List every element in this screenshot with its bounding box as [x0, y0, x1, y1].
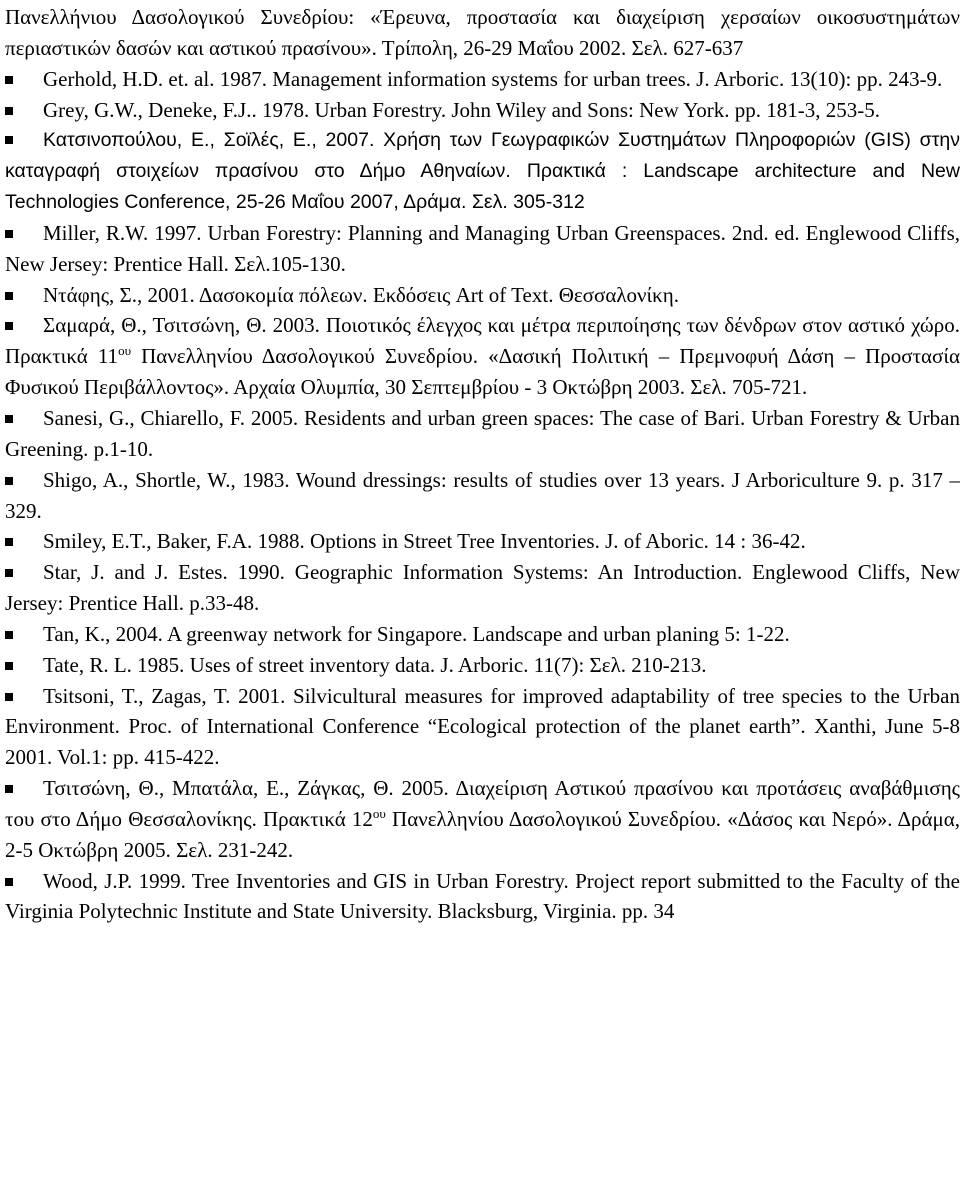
bullet-icon	[5, 415, 13, 423]
reference-item	[5, 403, 960, 465]
reference-item	[5, 310, 960, 403]
reference-item	[5, 280, 960, 311]
reference-text: Shigo, A., Shortle, W., 1983. Wound dressings: results of studies over 13 years. J Arboriculture 9. p. 317 – 329.	[5, 467, 960, 523]
bullet-icon	[5, 76, 13, 84]
bullet-icon	[5, 569, 13, 577]
reference-text-continued: Πανελληνίου Δασολογικού Συνεδρίου. «Δασική Πολιτική – Πρεμνοφυή Δάση – Προστασία Φυσικού Περιβάλλοντος». Αρχαία Ολυμπία, 30 Σεπτεμβρίου - 3 Οκτώβρη 2003. Σελ. 705-721.	[5, 344, 960, 400]
reference-item	[5, 64, 960, 95]
reference-item	[5, 773, 960, 866]
reference-item	[5, 125, 960, 218]
reference-item	[5, 650, 960, 681]
bullet-icon	[5, 785, 13, 793]
reference-text: Wood, J.P. 1999. Tree Inventories and GIS in Urban Forestry. Project report submitted to the Faculty of the Virginia Polytechnic Institute and State University. Blacksburg, Virginia. pp. 34	[5, 868, 960, 924]
reference-text: Sanesi, G., Chiarello, F. 2005. Residents and urban green spaces: The case of Bari. Urban Forestry & Urban Greening. p.1-10.	[5, 405, 960, 461]
reference-text: Tate, R. L. 1985. Uses of street inventory data. J. Arboric. 11(7): Σελ. 210-213.	[43, 652, 707, 677]
reference-text: Σαμαρά, Θ., Τσιτσώνη, Θ. 2003. Ποιοτικός έλεγχος και μέτρα περιποίησης των δένδρων στον αστικό χώρο. Πρακτικά 11	[5, 313, 960, 369]
reference-item	[5, 866, 960, 928]
reference-item	[5, 526, 960, 557]
bullet-icon	[5, 878, 13, 886]
reference-item	[5, 619, 960, 650]
reference-text: Ντάφης, Σ., 2001. Δασοκομία πόλεων. Εκδόσεις Art of Text. Θεσσαλονίκη.	[43, 282, 679, 307]
bullet-icon	[5, 107, 13, 115]
bullet-icon	[5, 631, 13, 639]
bullet-icon	[5, 136, 13, 144]
bullet-icon	[5, 662, 13, 670]
bullet-icon	[5, 292, 13, 300]
reference-text: Miller, R.W. 1997. Urban Forestry: Planning and Managing Urban Greenspaces. 2nd. ed. Englewood Cliffs, New Jersey: Prentice Hall. Σελ.105-130.	[5, 220, 960, 276]
bullet-icon	[5, 322, 13, 330]
reference-text: Gerhold, H.D. et. al. 1987. Management information systems for urban trees. J. Arboric. 13(10): pp. 243-9.	[43, 66, 943, 91]
reference-text: Smiley, E.T., Baker, F.A. 1988. Options in Street Tree Inventories. J. of Aboric. 14 : 36-42.	[43, 529, 806, 554]
ordinal-superscript: ου	[372, 805, 386, 821]
reference-text-continued: Πανελληνίου Δασολογικού Συνεδρίου. «Δάσος και Νερό». Δράμα, 2-5 Οκτώβρη 2005. Σελ. 231-242.	[5, 806, 960, 862]
reference-item	[5, 95, 960, 126]
continued-reference-text: Πανελλήνιου Δασολογικού Συνεδρίου: «Έρευνα, προστασία και διαχείριση χερσαίων οικοσυστημάτων περιαστικών δασών και αστικού πρασίνου». Τρίπολη, 26-29 Μαΐου 2002. Σελ. 627-637	[5, 5, 960, 60]
reference-item	[5, 465, 960, 527]
reference-text: Tan, K., 2004. A greenway network for Singapore. Landscape and urban planing 5: 1-22.	[43, 621, 790, 646]
reference-text: Grey, G.W., Deneke, F.J.. 1978. Urban Forestry. John Wiley and Sons: New York. pp. 181-3, 253-5.	[43, 97, 881, 122]
reference-text: Κατσινοπούλου, Ε., Σοϊλές, Ε., 2007. Χρήση των Γεωγραφικών Συστημάτων Πληροφοριών (GIS) στην καταγραφή στοιχείων πρασίνου στο Δήμο Αθηναίων. Πρακτικά : Landscape architecture and New Technologies Conference, 25-26 Μαΐου 2007, Δράμα. Σελ. 305-312	[5, 129, 960, 214]
reference-text: Tsitsoni, T., Zagas, T. 2001. Silvicultural measures for improved adaptability of tree species to the Urban Environment. Proc. of International Conference “Ecological protection of the planet earth”. Xanthi, June 5-8 2001. Vol.1: pp. 415-422.	[5, 683, 960, 770]
bullet-icon	[5, 693, 13, 701]
bullet-icon	[5, 538, 13, 546]
ordinal-superscript: ου	[118, 343, 131, 359]
reference-item	[5, 681, 960, 774]
bullet-icon	[5, 230, 13, 238]
reference-item	[5, 218, 960, 280]
bullet-icon	[5, 477, 13, 485]
reference-item	[5, 557, 960, 619]
reference-text: Star, J. and J. Estes. 1990. Geographic Information Systems: An Introduction. Englewood Cliffs, New Jersey: Prentice Hall. p.33-48.	[5, 560, 960, 616]
reference-text: Τσιτσώνη, Θ., Μπατάλα, Ε., Ζάγκας, Θ. 2005. Διαχείριση Αστικού πρασίνου και προτάσεις αναβάθμισης του στο Δήμο Θεσσαλονίκης. Πρακτικά 12	[5, 776, 960, 831]
